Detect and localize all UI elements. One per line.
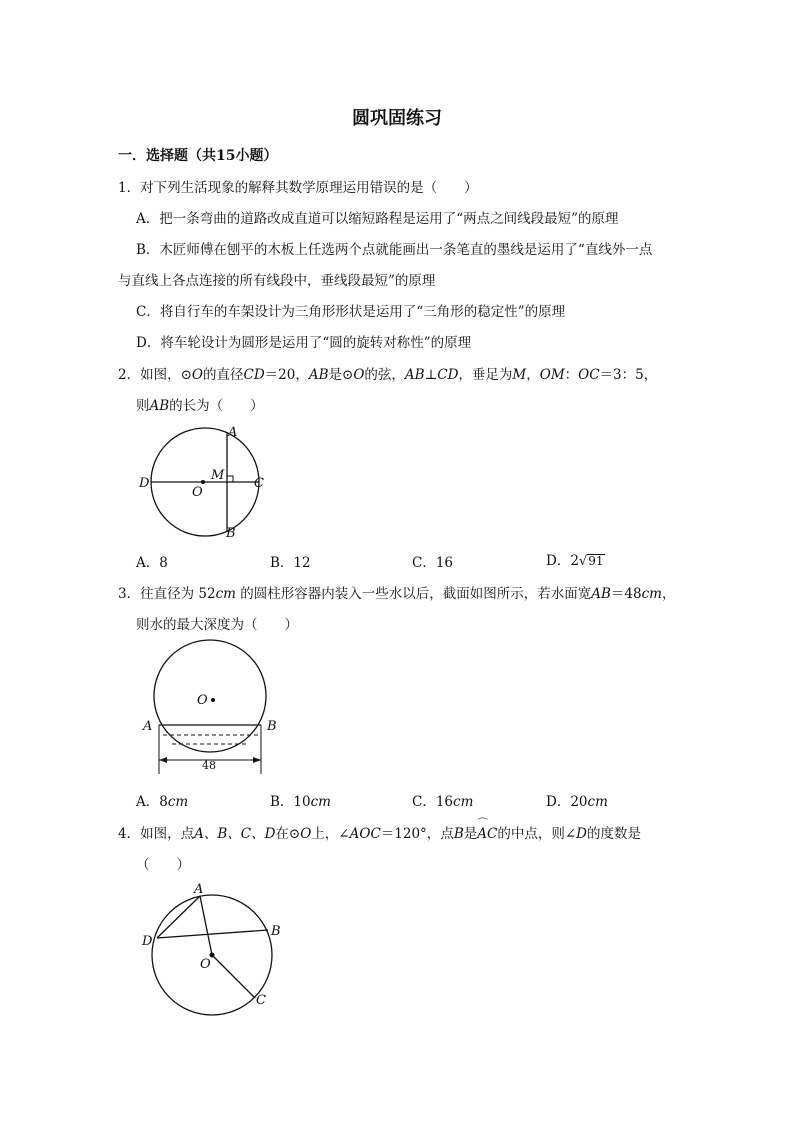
q2-label-c: C	[254, 476, 264, 491]
q2-right-angle-mark	[227, 476, 233, 482]
q4-figure	[130, 878, 290, 1018]
q3-label-o: O	[197, 693, 208, 708]
q3-label-width: 48	[202, 759, 216, 772]
q2-label-d: D	[139, 476, 150, 491]
q3-label-a: A	[143, 719, 153, 734]
q3-label-b: B	[267, 719, 277, 734]
q4-radius-oc	[212, 955, 255, 998]
q3-option-d: D．20cm	[546, 794, 608, 810]
q4-label-c: C	[256, 993, 266, 1008]
q2-figure	[130, 420, 280, 545]
q2-option-b: B．12	[270, 555, 311, 571]
q2-option-a: A．8	[136, 555, 168, 571]
q4-label-b: B	[271, 924, 281, 939]
q3-center-dot	[211, 698, 215, 702]
q3-stem-line2: 则水的最大深度为（ ）	[136, 617, 298, 633]
q4-label-a: A	[194, 882, 204, 897]
q4-chord-da	[157, 896, 200, 938]
q3-option-a: A．8cm	[136, 794, 189, 810]
q1-stem: 1．对下列生活现象的解释其数学原理运用错误的是（ ）	[118, 180, 478, 196]
q2-label-o: O	[192, 485, 203, 500]
q3-dim-arrow-left	[159, 757, 167, 763]
q2-label-a: A	[228, 425, 238, 440]
q1-option-c: C．将自行车的车架设计为三角形形状是运用了“三角形的稳定性”的原理	[136, 304, 566, 320]
q3-option-c: C．16cm	[412, 794, 474, 810]
q4-label-d: D	[142, 934, 153, 949]
q2-stem-line2: 则AB的长为（ ）	[136, 398, 264, 414]
q1-option-a: A．把一条弯曲的道路改成直道可以缩短路程是运用了“两点之间线段最短”的原理	[136, 211, 619, 227]
q3-dim-arrow-right	[253, 757, 261, 763]
q4-stem-line2: （ ）	[136, 857, 190, 873]
q2-option-c: C．16	[412, 555, 454, 571]
section-heading: 一．选择题（共15小题）	[118, 148, 278, 164]
q2-center-dot	[201, 480, 205, 484]
q2-label-m: M	[211, 468, 225, 483]
q2-label-b: B	[226, 526, 236, 541]
q1-option-b-line2: 与直线上各点连接的所有线段中，垂线段最短”的原理	[118, 273, 436, 289]
q3-option-b: B．10cm	[270, 794, 331, 810]
q4-stem: 4．如图，点A、B、C、D在⊙O上，∠AOC＝120°，点B是⌒ AC的中点，则∠D的度数是	[118, 822, 641, 842]
q1-option-d: D．将车轮设计为圆形是运用了“圆的旋转对称性”的原理	[136, 335, 472, 351]
page-title: 圆巩固练习	[352, 108, 442, 129]
q3-figure	[130, 636, 290, 776]
q4-radius-oa	[200, 896, 212, 955]
q2-option-d: D．2√91	[546, 553, 604, 569]
q2-stem: 2．如图，⊙O的直径CD＝20，AB是⊙O的弦，AB⊥CD，垂足为M，OM：OC＝3：5，	[118, 367, 658, 383]
q4-label-o: O	[200, 957, 211, 972]
q4-chord-db	[157, 930, 268, 938]
q1-option-b-line1: B．木匠师傅在刨平的木板上任选两个点就能画出一条笔直的墨线是运用了“直线外一点	[136, 242, 653, 258]
q3-stem: 3．往直径为 52cm 的圆柱形容器内装入一些水以后，截面如图所示，若水面宽AB＝48cm，	[118, 586, 676, 602]
